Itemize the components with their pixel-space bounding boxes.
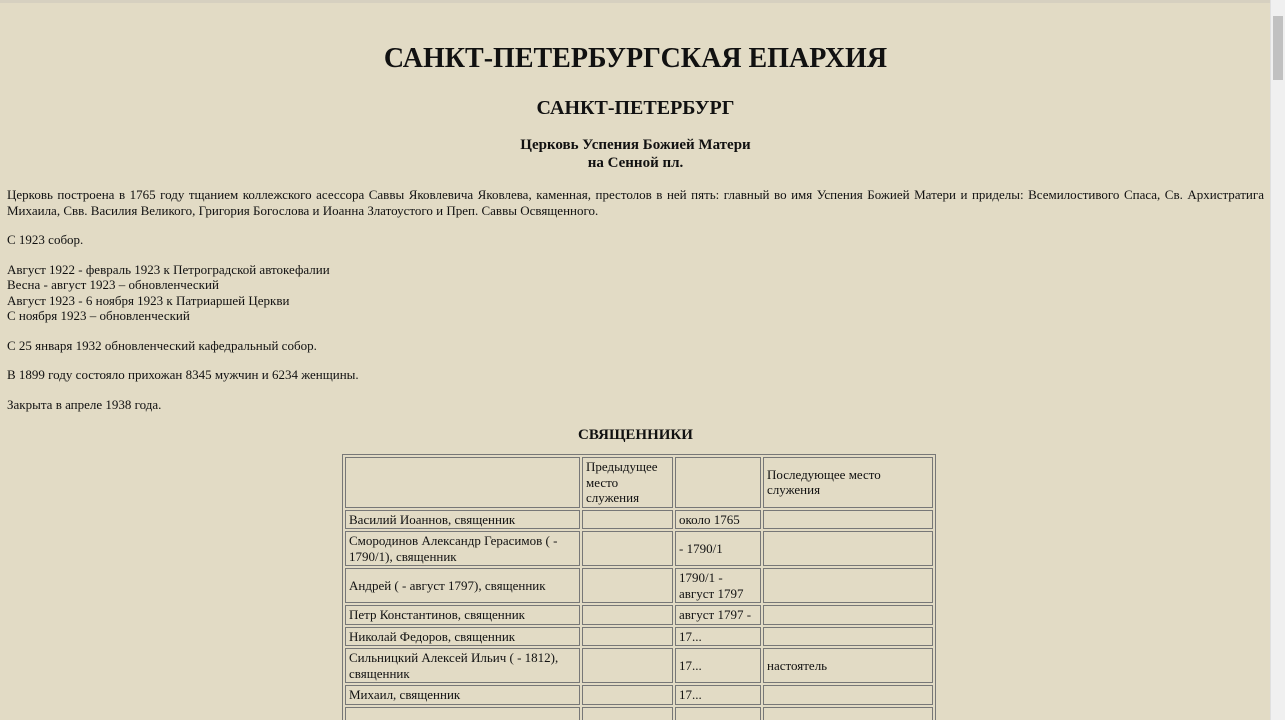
table-cell: настоятель xyxy=(763,648,933,683)
table-cell xyxy=(763,685,933,705)
history-line: С ноября 1923 – обновленческий xyxy=(7,308,190,323)
table-cell: Михаил, священник xyxy=(345,685,580,705)
table-cell xyxy=(763,510,933,530)
table-cell: август 1797 - xyxy=(675,605,761,625)
table-row xyxy=(345,568,933,603)
church-title-line-1: Церковь Успения Божией Матери xyxy=(520,137,751,153)
intro-paragraph: Церковь построена в 1765 году тщанием коллежского асессора Саввы Яковлевича Яковлева, каменная, престолов в ней пять: главный во имя Успения Божией Матери и приделы: Всемилостивого Спаса, Св. Архистратига Михаила, Свв. Василия Великого, Григория Богослова и Иоанна Златоустого и Преп. Саввы Освященного. xyxy=(7,187,1264,218)
table-cell xyxy=(675,707,761,720)
table-cell: 17... xyxy=(675,648,761,683)
header-cell-next-place: Последующее место служения xyxy=(763,457,933,508)
header-cell-previous-place: Предыдущее место служения xyxy=(582,457,673,508)
diocese-title: САНКТ-ПЕТЕРБУРГСКАЯ ЕПАРХИЯ xyxy=(383,43,888,74)
cathedral-1923-paragraph: С 1923 собор. xyxy=(7,232,84,247)
header-cell-name xyxy=(345,457,580,508)
closed-paragraph: Закрыта в апреле 1938 года. xyxy=(7,396,162,412)
vertical-scrollbar[interactable] xyxy=(1270,0,1285,720)
clergy-title: СВЯЩЕННИКИ xyxy=(578,427,693,443)
table-row xyxy=(345,685,933,705)
clergy-table xyxy=(342,454,936,720)
church-title-line-2: на Сенной пл. xyxy=(587,155,684,171)
table-cell xyxy=(763,605,933,625)
table-cell xyxy=(582,568,673,603)
table-cell xyxy=(345,707,580,720)
table-cell xyxy=(582,685,673,705)
table-row xyxy=(345,531,933,566)
history-line: Август 1923 - 6 ноября 1923 к Патриаршей Церкви xyxy=(7,292,290,308)
table-cell: Петр Константинов, священник xyxy=(345,605,580,625)
table-cell xyxy=(763,568,933,603)
table-cell: около 1765 xyxy=(675,510,761,530)
table-header-row xyxy=(345,457,933,508)
table-cell: 17... xyxy=(675,627,761,647)
table-row xyxy=(345,707,933,720)
table-cell: 17... xyxy=(675,685,761,705)
table-cell: Василий Иоаннов, священник xyxy=(345,510,580,530)
table-cell xyxy=(582,510,673,530)
table-cell xyxy=(582,531,673,566)
table-cell xyxy=(763,707,933,720)
table-row xyxy=(345,605,933,625)
table-cell: - 1790/1 xyxy=(675,531,761,566)
history-line: Август 1922 - февраль 1923 к Петроградской автокефалии xyxy=(7,261,330,277)
header-cell-period xyxy=(675,457,761,508)
table-cell xyxy=(582,707,673,720)
table-cell xyxy=(582,605,673,625)
church-title xyxy=(7,136,1264,172)
table-cell: Николай Федоров, священник xyxy=(345,627,580,647)
table-cell: Сильницкий Алексей Ильич ( - 1812), священник xyxy=(345,648,580,683)
table-cell: 1790/1 - август 1797 xyxy=(675,568,761,603)
table-cell xyxy=(763,627,933,647)
table-cell xyxy=(582,648,673,683)
table-row xyxy=(345,510,933,530)
table-cell xyxy=(582,627,673,647)
history-line: Весна - август 1923 – обновленческий xyxy=(7,277,219,292)
table-cell xyxy=(763,531,933,566)
history-paragraph xyxy=(7,262,1264,324)
table-row xyxy=(345,648,933,683)
city-title: САНКТ-ПЕТЕРБУРГ xyxy=(536,97,735,119)
cathedral-1932-paragraph: С 25 января 1932 обновленческий кафедральный собор. xyxy=(7,337,317,353)
scrollbar-thumb[interactable] xyxy=(1273,16,1283,80)
table-row xyxy=(345,627,933,647)
table-cell: Андрей ( - август 1797), священник xyxy=(345,568,580,603)
table-cell: Смородинов Александр Герасимов ( - 1790/1), священник xyxy=(345,531,580,566)
parishioners-paragraph: В 1899 году состояло прихожан 8345 мужчин и 6234 женщины. xyxy=(7,367,359,382)
document-content xyxy=(0,40,1271,444)
